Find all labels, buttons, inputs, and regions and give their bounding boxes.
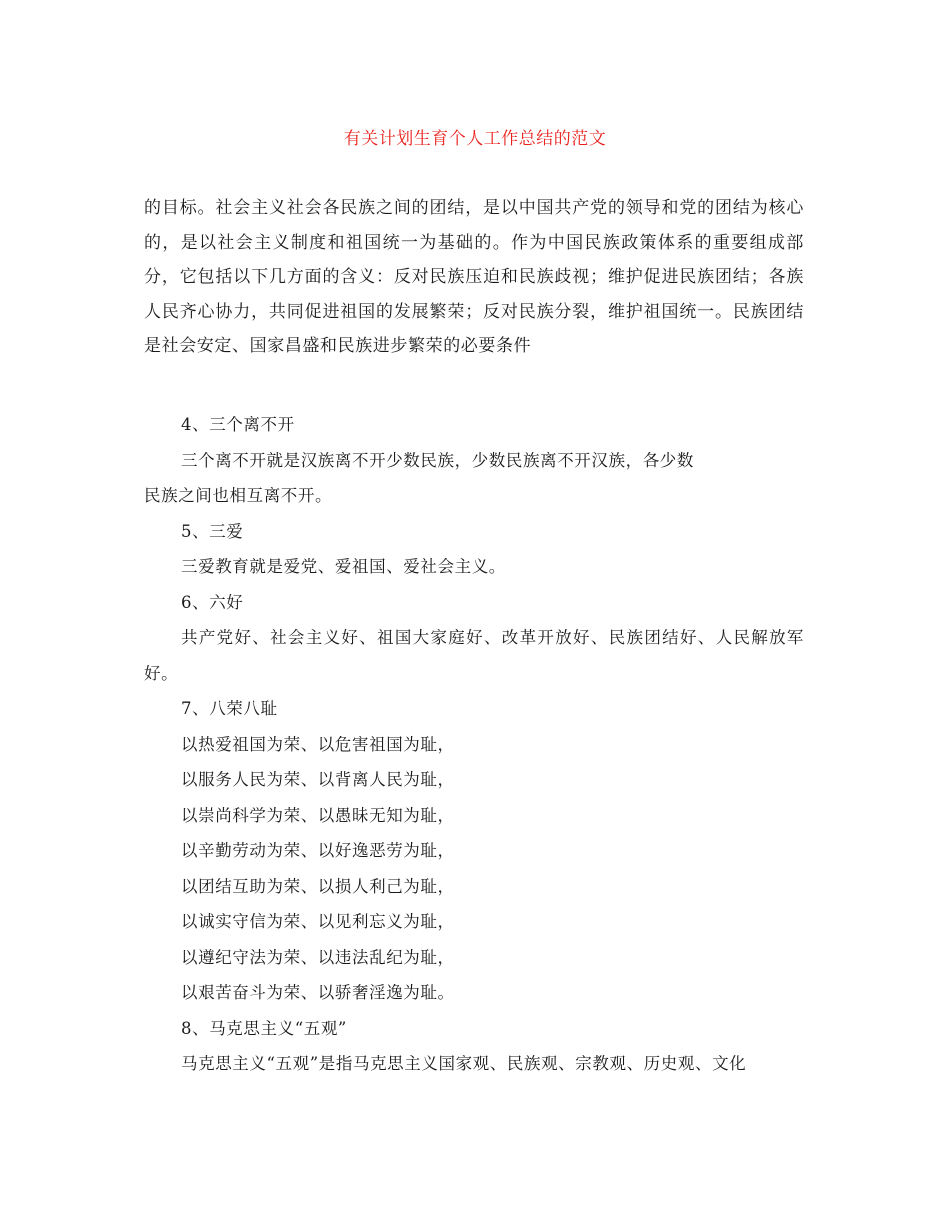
section-7-item: 以诚实守信为荣、以见利忘义为耻， (181, 912, 455, 931)
section-7-item: 以热爱祖国为荣、以危害祖国为耻， (181, 734, 455, 754)
section-7-heading: 7、八荣八耻 (181, 699, 278, 718)
section-7-item: 以崇尚科学为荣、以愚昧无知为耻， (181, 805, 455, 825)
sections-list (144, 407, 804, 1082)
section-7-item: 以辛勤劳动为荣、以好逸恶劳为耻， (181, 841, 455, 860)
section-7-item: 以服务人民为荣、以背离人民为耻， (181, 770, 455, 789)
section-8-text-line-1: 马克思主义“五观”是指马克思主义国家观、民族观、宗教观、历史观、文化 (181, 1054, 747, 1073)
section-6-paragraph: 共产党好、社会主义好、祖国大家庭好、改革开放好、民族团结好、人民解放军好。 (144, 628, 804, 683)
section-4-text-line-2: 民族之间也相互离不开。 (144, 486, 333, 505)
section-5-text: 三爱教育就是爱党、爱祖国、爱社会主义。 (181, 557, 506, 576)
section-4-text-line-1: 三个离不开就是汉族离不开少数民族，少数民族离不开汉族，各少数 (181, 450, 694, 470)
section-8-heading: 8、马克思主义“五观” (181, 1018, 347, 1038)
section-6-heading: 6、六好 (181, 592, 244, 612)
intro-paragraph: 的目标。社会主义社会各民族之间的团结，是以中国共产党的领导和党的团结为核心的，是以社会主义制度和祖国统一为基础的。作为中国民族政策体系的重要组成部分，它包括以下几方面的含义：反对民族压迫和民族歧视；维护促进民族团结；各族人民齐心协力，共同促进祖国的发展繁荣；反对民族分裂，维护祖国统一。民族团结是社会安定、国家昌盛和民族进步繁荣的必要条件 (144, 198, 804, 356)
intro-block (144, 191, 804, 364)
section-5-heading: 5、三爱 (181, 521, 244, 541)
section-4-heading: 4、三个离不开 (181, 415, 295, 434)
document-title: 有关计划生育个人工作总结的范文 (343, 129, 607, 149)
section-7-item: 以遵纪守法为荣、以违法乱纪为耻， (181, 947, 455, 967)
section-7-item: 以团结互助为荣、以损人利己为耻， (181, 876, 455, 896)
section-7-item: 以艰苦奋斗为荣、以骄奢淫逸为耻。 (181, 983, 455, 1002)
